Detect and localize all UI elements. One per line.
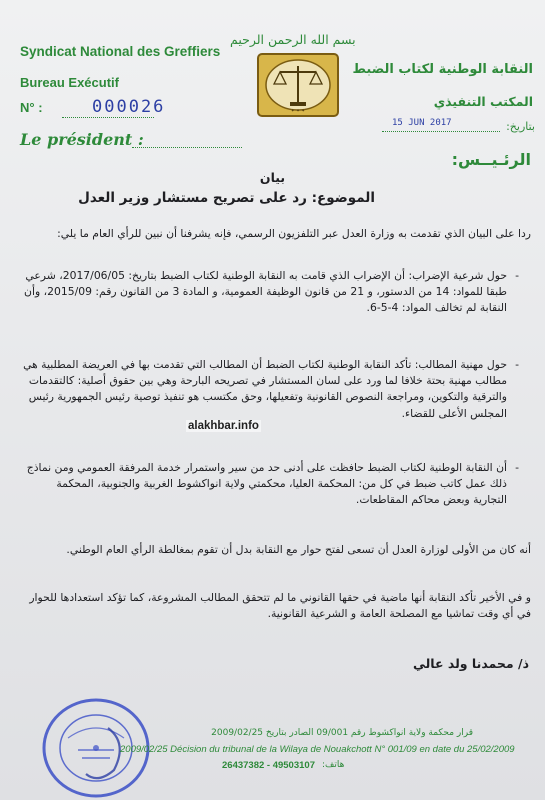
bureau-fr: Bureau Exécutif bbox=[20, 75, 119, 90]
org-name-ar: النقابة الوطنية لكتاب الضبط bbox=[352, 62, 533, 77]
closing-paragraph: و في الأخير تأكد النقابة أنها ماضية في حقها القانوني ما لم تتحقق المطالب المشروعة، كما تؤكد استعدادها للحوار في أي وقت تماشيا مع المصلحة العامة و الشرعية القانونية. bbox=[29, 591, 531, 621]
number-dotted-line bbox=[62, 117, 154, 118]
footer-phone-label: هاتف: bbox=[322, 760, 345, 770]
scales-of-justice-emblem-icon bbox=[256, 52, 340, 118]
date-stamp: 15 JUN 2017 bbox=[392, 118, 452, 128]
bureau-ar: المكتب التنفيذي bbox=[433, 94, 533, 109]
basmala: بسم الله الرحمن الرحيم bbox=[230, 32, 356, 47]
footer-decision-ar: قرار محكمة ولاية انواكشوط رقم 09/001 الصادر بتاريخ 2009/02/25 bbox=[211, 728, 473, 738]
bullet-dash: - bbox=[515, 269, 519, 282]
ministry-paragraph: أنه كان من الأولى لوزارة العدل أن تسعى لفتح حوار مع النقابة بدل أن تقوم بمغالطة الرأي العام الوطني. bbox=[66, 543, 531, 556]
bullet-strike-legality bbox=[22, 268, 519, 317]
bullet-text: أن النقابة الوطنية لكتاب الضبط حافظت على أدنى حد من سير واستمرار خدمة المرفقة العمومي ومن نماذج ذلك عمل كاتب ضبط في كل من: المحكمة العليا، محكمتي ولاية انواكشوط الغربية والجنوبية، المحكمة التجارية وبعض محاكم المقاطعات. bbox=[26, 461, 507, 507]
reference-number: 000026 bbox=[92, 97, 166, 117]
date-dotted-line bbox=[382, 131, 500, 132]
org-name-fr: Syndicat National des Greffiers bbox=[20, 44, 221, 59]
number-label: N° : bbox=[20, 100, 43, 115]
footer-phones: 26437382 - 49503107 bbox=[222, 760, 315, 771]
svg-text:✦ ✦ ✦: ✦ ✦ ✦ bbox=[290, 109, 306, 114]
site-watermark: alakhbar.info bbox=[188, 420, 259, 432]
signature-name: ذ/ محمدنا ولد عالي bbox=[412, 656, 529, 671]
date-label: بتاريخ: bbox=[506, 120, 535, 133]
president-dotted-line bbox=[132, 147, 242, 148]
bullet-dash: - bbox=[515, 358, 519, 371]
bullet-text: حول شرعية الإضراب: أن الإضراب الذي قامت به النقابة الوطنية لكتاب الضبط بتاريخ: 2017/06/05، شرعي طبقا للمواد: 14 من الدستور، و 21 من قانون الوظيفة العمومية، و المادة 3 من القانون رقم: 2015/09، وأن النقابة لم تخالف المواد: 4-5-6. bbox=[24, 269, 507, 315]
bullet-demands-professional bbox=[22, 357, 519, 422]
intro-paragraph: ردا على البيان الذي تقدمت به وزارة العدل عبر التلفزيون الرسمي، فإنه يشرفنا أن نبين للرأي العام ما يلي: bbox=[57, 227, 531, 240]
letter-subject: الموضوع: رد على تصريح مستشار وزير العدل bbox=[78, 190, 375, 206]
bullet-dash: - bbox=[515, 461, 519, 474]
letter-title: بيان bbox=[259, 170, 286, 185]
footer-decision-fr: 2009/02/25 Décision du tribunal de la Wilaya de Nouakchott N° 001/09 en date du 25/02/2009 bbox=[120, 744, 515, 755]
bullet-minimum-service bbox=[22, 460, 519, 509]
bullet-text: حول مهنية المطالب: تأكد النقابة الوطنية لكتاب الضبط أن المطالب التي تقدمت بها في العريضة المطلبية هي مطالب مهنية بحتة خلافا لما ورد على لسان المستشار في تصريحه البارحة وهي بين حقوق أصلية: كالتقدمات والترقية والتكوين، ومراجعة النصوص القانونية وتفعيلها، وحق مكتسب هو تنفيذ توصية رئيس الجمهورية رئيس المجلس الأعلى للقضاء. bbox=[23, 358, 507, 420]
president-label-ar: الرئـيــس: bbox=[451, 150, 531, 169]
president-label-fr: Le président : bbox=[20, 130, 144, 149]
